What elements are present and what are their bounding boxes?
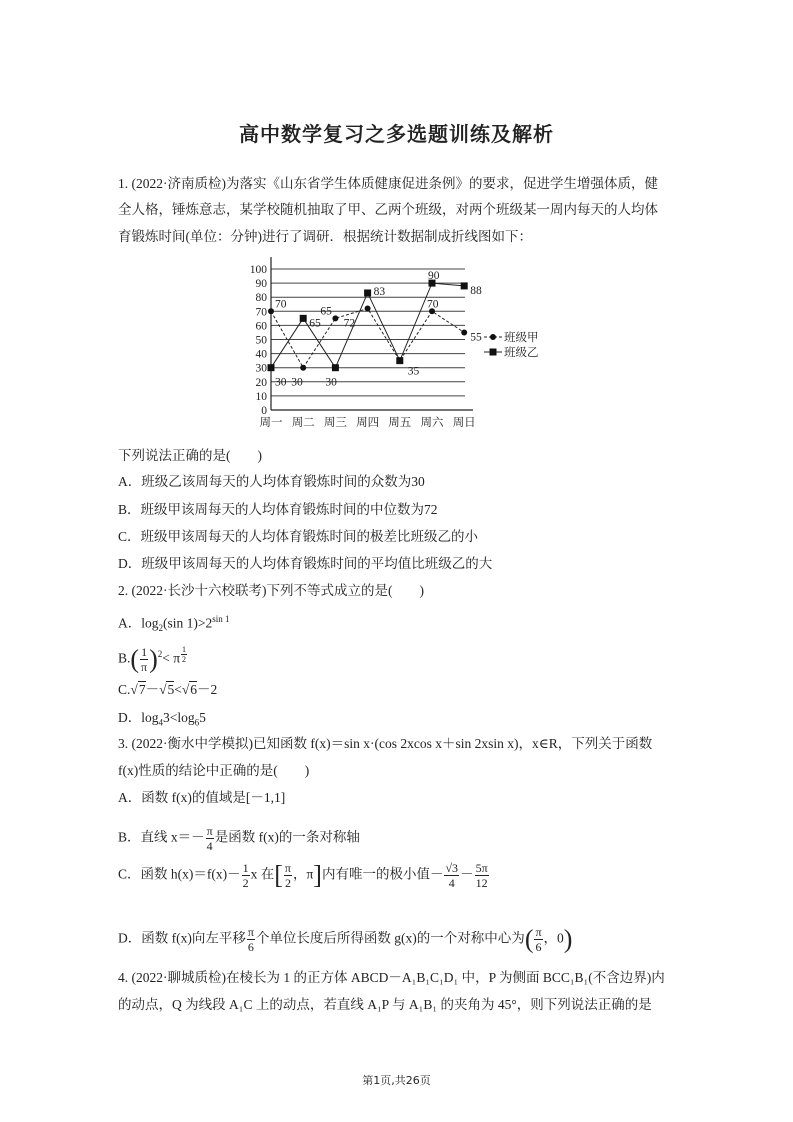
q3-option-c — [118, 861, 490, 890]
math: log — [141, 615, 159, 631]
data-label: 72 — [343, 317, 356, 330]
y-tick-label: 10 — [255, 390, 267, 403]
text: D．函数 f(x)向左平移 — [118, 930, 246, 946]
x-tick-label: 周一 — [259, 417, 283, 429]
math-sub: 4 — [158, 717, 164, 728]
data-point — [300, 365, 306, 371]
text: ，π — [292, 866, 314, 882]
y-tick-label: 90 — [255, 278, 267, 291]
paren: ( — [130, 644, 140, 674]
data-label: 55 — [470, 331, 482, 344]
q4-stem-line: 的动点，Q 为线段 A₁C 上的动点，若直线 A₁P 与 A₁B₁ 的夹角为 45°，则下列说法正确的是 — [118, 997, 652, 1012]
data-label: 88 — [470, 284, 482, 297]
paren: ) — [563, 924, 573, 954]
math: 5 — [199, 710, 206, 725]
page-footer: 第1页,共26页 — [362, 1074, 431, 1087]
math: 5 — [167, 682, 175, 697]
text: x 在 — [250, 866, 275, 882]
q2-option-b — [118, 645, 188, 674]
data-point — [332, 315, 338, 321]
fraction: $\frac{1}{\pi}$ — [141, 645, 148, 674]
q3-option-a: A．函数 f(x)的值域是[－1,1] — [118, 790, 286, 805]
x-tick-label: 周二 — [291, 417, 315, 429]
math: 6 — [190, 682, 198, 697]
y-tick-label: 0 — [261, 405, 267, 417]
text: C．函数 h(x)＝f(x)－ — [118, 866, 241, 882]
y-tick-label: 80 — [255, 292, 267, 305]
fraction: $\frac{√3}{4}$ — [445, 861, 459, 890]
y-tick-label: 30 — [255, 362, 267, 375]
math: (sin 1)>2 — [163, 615, 213, 631]
data-point — [268, 364, 275, 371]
math-sup: 2 — [157, 649, 163, 660]
q1-stem-line: 育锻炼时间(单位：分钟)进行了调研．根据统计数据制成折线图如下： — [118, 229, 532, 244]
q2-option-a — [118, 610, 230, 637]
text: － — [460, 866, 474, 882]
bracket: ] — [313, 860, 322, 890]
q3-stem-line: 3. (2022·衡水中学模拟)已知函数 f(x)＝sin x·(cos 2xcos x＋sin 2xsin x)，x∈R，下列关于函数 — [118, 736, 653, 751]
option-label: A． — [118, 615, 142, 631]
data-label: 30 — [325, 376, 337, 389]
x-tick-label: 周六 — [420, 417, 444, 429]
math: 7 — [138, 682, 146, 697]
q1-option-d: D．班级甲该周每天的人均体育锻炼时间的平均值比班级乙的大 — [118, 556, 493, 571]
y-tick-label: 50 — [255, 334, 267, 347]
data-point — [461, 329, 467, 335]
option-label: C. — [118, 682, 131, 697]
q2-stem: 2. (2022·长沙十六校联考)下列不等式成立的是( ) — [118, 583, 424, 598]
y-tick-label: 60 — [255, 320, 267, 333]
fraction: $\frac{5\pi}{12}$ — [475, 861, 488, 890]
fraction: $\frac{1}{2}$ — [242, 861, 249, 890]
fraction: $\frac{\pi}{6}$ — [535, 925, 542, 954]
data-point — [364, 289, 371, 296]
math: 3<log — [163, 710, 195, 725]
math: < — [174, 682, 182, 697]
data-label: 83 — [373, 285, 386, 298]
text: ，0 — [543, 930, 564, 946]
x-tick-label: 周三 — [323, 417, 347, 429]
q1-option-b: B．班级甲该周每天的人均体育锻炼时间的中位数为72 — [118, 502, 438, 517]
math-sub: 2 — [158, 623, 164, 634]
q4-stem-line: 4. (2022·聊城质检)在棱长为 1 的正方体 ABCD－A₁B₁C₁D₁ 中，P 为侧面 BCC₁B₁(不含边界)内 — [118, 970, 665, 985]
q2-option-c: C.√7－√5<√6－2 — [118, 682, 218, 697]
option-label: B. — [118, 650, 131, 666]
legend-label: 班级乙 — [504, 347, 539, 359]
q3-stem-line: f(x)性质的结论中正确的是( ) — [118, 763, 310, 778]
fraction: $\frac{\pi}{4}$ — [206, 824, 213, 853]
text: 个单位长度后所得函数 g(x)的一个对称中心为 — [255, 930, 525, 946]
data-label: 30 — [291, 376, 303, 389]
data-label: 35 — [407, 365, 420, 378]
data-point — [300, 315, 307, 322]
data-label: 65 — [309, 317, 321, 330]
y-tick-label: 70 — [255, 306, 267, 319]
data-label: 30 — [275, 376, 287, 389]
x-tick-label: 周日 — [452, 417, 476, 429]
option-label: D． — [118, 710, 142, 725]
legend-marker — [490, 349, 497, 356]
fraction: $\frac{1}{2}$ — [182, 645, 187, 664]
data-point — [268, 308, 274, 314]
q1-stem-line: 全人格，锤炼意志，某学校随机抽取了甲、乙两个班级，对两个班级某一周内每天的人均体 — [118, 202, 658, 217]
data-label: 65 — [320, 305, 332, 318]
data-label: 70 — [275, 298, 287, 311]
legend-label: 班级甲 — [504, 332, 539, 344]
x-tick-label: 周四 — [356, 417, 380, 429]
math-sub: 6 — [194, 717, 200, 728]
math: < π — [162, 650, 181, 666]
math-sup: sin 1 — [212, 614, 230, 624]
fraction: $\frac{\pi}{6}$ — [247, 925, 254, 954]
q1-option-a: A．班级乙该周每天的人均体育锻炼时间的众数为30 — [118, 474, 425, 489]
paren: ( — [524, 924, 534, 954]
math: －2 — [197, 682, 218, 697]
bracket: [ — [274, 860, 283, 890]
q1-stem-line: 1. (2022·济南质检)为落实《山东省学生体质健康促进条例》的要求，促进学生增强体质，健 — [118, 176, 658, 191]
q1-prompt: 下列说法正确的是( ) — [118, 448, 262, 463]
line-chart — [230, 255, 539, 435]
paren: ) — [149, 644, 158, 674]
data-point — [365, 305, 371, 311]
x-tick-label: 周五 — [388, 417, 412, 429]
data-point — [461, 282, 468, 289]
text: B．直线 x＝－ — [118, 829, 205, 845]
q2-option-d — [118, 709, 206, 732]
data-point — [332, 364, 339, 371]
text: 是函数 f(x)的一条对称轴 — [214, 829, 360, 845]
fraction: $\frac{\pi}{2}$ — [284, 861, 291, 890]
q3-option-b — [118, 824, 360, 853]
page-title: 高中数学复习之多选题训练及解析 — [239, 122, 554, 146]
data-label: 90 — [428, 270, 440, 283]
data-point — [396, 357, 403, 364]
y-tick-label: 40 — [255, 348, 267, 361]
math: － — [145, 682, 160, 697]
y-tick-label: 20 — [255, 376, 267, 389]
q1-option-c: C．班级甲该周每天的人均体育锻炼时间的极差比班级乙的小 — [118, 529, 479, 544]
legend-marker — [490, 334, 496, 340]
text: 内有唯一的极小值－ — [321, 866, 444, 882]
q3-option-d — [118, 925, 572, 954]
y-tick-label: 100 — [249, 264, 267, 276]
data-label: 70 — [427, 298, 439, 311]
math: log — [141, 710, 159, 725]
